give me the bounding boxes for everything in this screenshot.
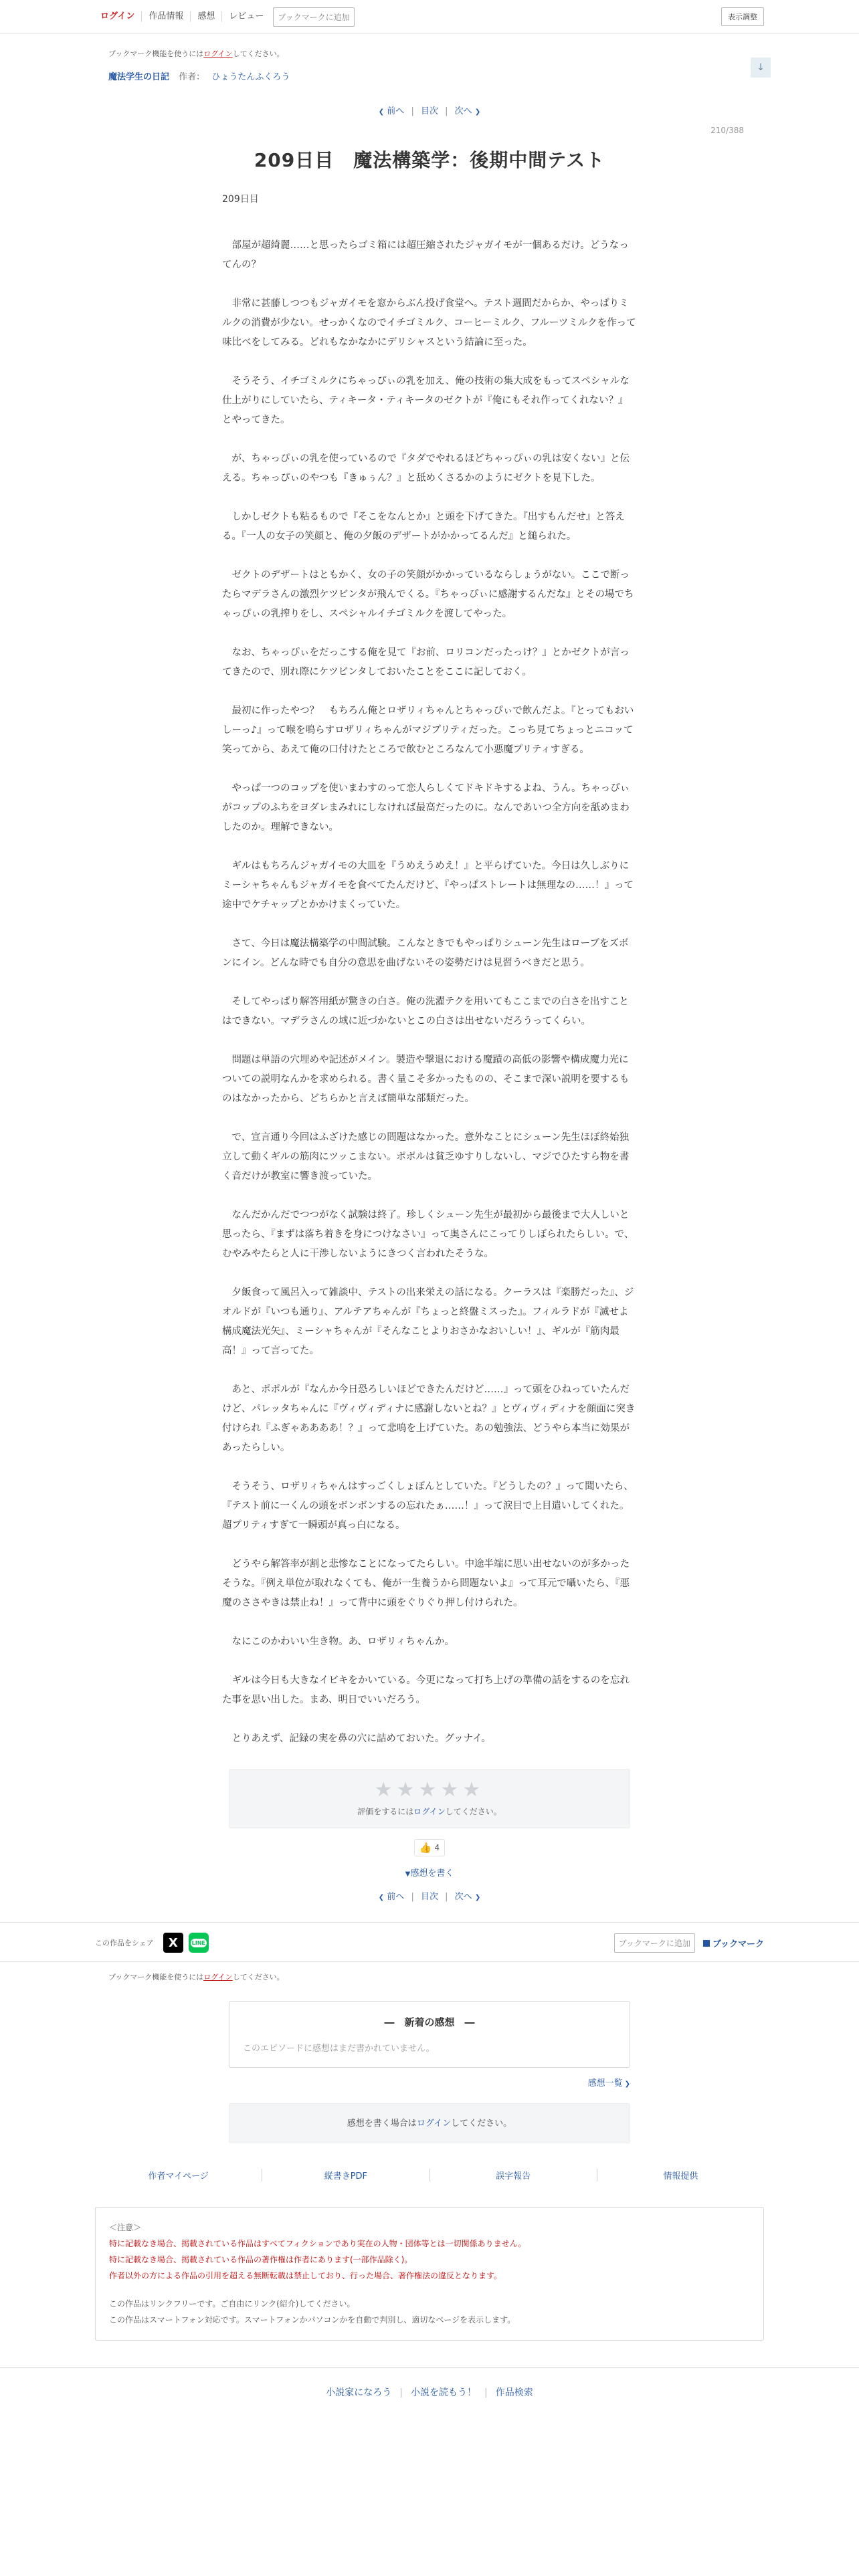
info-provide-link[interactable]: 情報提供	[663, 2171, 698, 2181]
footer-yomou-link[interactable]: 小説を読もう！	[411, 2387, 476, 2398]
main-content	[95, 48, 764, 1902]
paragraph: 部屋が超綺麗……と思ったらゴミ箱には超圧縮されたジャガイモが一個あるだけ。どうなってんの？	[222, 240, 629, 270]
bookmark-add-button-bottom[interactable]: ブックマークに追加	[614, 1933, 695, 1953]
prev-link[interactable]: 前へ	[387, 1892, 405, 1902]
paragraph: 夕飯食って風呂入って雑談中、テストの出来栄えの話になる。クーラスは『楽勝だった』、ジオルドが『いつも通り』、アルテアちゃんが『ちょっと終盤ミスった』。フィルラドが『滅せよ構成魔法光矢』、ミーシャちゃんが『そんなことよりおさかなおいしい！』、ギルが『筋肉最高！』って言ってた。	[222, 1287, 634, 1356]
toc-link[interactable]: 目次	[420, 1892, 438, 1902]
header-nav	[95, 7, 355, 26]
caution-head: ＜注意＞	[109, 2223, 142, 2232]
page-counter: 210/388	[710, 126, 744, 135]
caution-box	[95, 2207, 764, 2341]
chevron-right-icon: ❯	[474, 1894, 481, 1901]
latest-impressions-title: ― 新着の感想 ―	[384, 2016, 475, 2028]
footer-narou-link[interactable]: 小説家になろう	[326, 2387, 392, 2398]
paragraph: ギルは今日も大きなイビキをかいている。今更になって打ち上げの準備の話をするのを忘れた事を思い出した。まあ、明日でいいだろう。	[222, 1675, 630, 1705]
author-label: 作者：	[179, 72, 205, 82]
paragraph: どうやら解答率が割と悲惨なことになってたらしい。中途半端に思い出せないのが多かったそうな。『例え単位が取れなくても、俺が一生養うから問題ないよ』って耳元で囁いたら、『悪魔のささやきは禁止ね！』って背中に頭をぐりぐり押し付けられた。	[222, 1559, 630, 1608]
paragraph: あと、ポポルが『なんか今日恐ろしいほどできたんだけど……』って頭をひねっていたんだけど、パレッタちゃんに『ヴィヴィディナに感謝しないとね？』とヴィヴィディナを顔面に突き付けられ『ふぎゃああああ！？』って悲鳴を上げていた。あの勉強法、どうやら本当に効果があったらしい。	[222, 1384, 636, 1453]
site-header	[0, 0, 859, 33]
episode-subtitle: 209日目	[222, 194, 259, 205]
author-mypage-link[interactable]: 作者マイページ	[95, 2169, 262, 2181]
x-share-icon[interactable]: X	[163, 1933, 183, 1953]
toc-link[interactable]: 目次	[420, 106, 438, 116]
bookmark-icon	[703, 1940, 710, 1947]
chevron-right-icon: ❯	[474, 108, 481, 116]
paragraph: で、宣言通り今回はふざけた感じの問題はなかった。意外なことにシューン先生ほぼ終始独立して動くギルの筋肉にツッこまない。ポポルは貧乏ゆすりしないし、マジでひたすら物を書く音だけが教室に響き渡っていた。	[222, 1132, 630, 1182]
good-button[interactable]	[414, 1839, 445, 1856]
work-info-link[interactable]: 作品情報	[142, 11, 191, 22]
paragraph: やっぱ一つのコップを使いまわすのって恋人らしくてドキドキするよね、うん。ちゃっぴぃがコップのふちをヨダレまみれにしなければ最高だったのに。なんであいつ全方向を舐めまわしたのか。理解できない。	[222, 783, 630, 833]
work-links	[95, 2169, 764, 2181]
episode-title: 209日目 魔法構築学：後期中間テスト	[254, 149, 605, 171]
impression-list-link[interactable]: 感想一覧 ❯	[587, 2078, 630, 2088]
paragraph: さて、今日は魔法構築学の中間試験。こんなときでもやっぱりシューン先生はローブをズボンにイン。どんな時でも自分の意思を曲げないその姿勢だけは見習うべきだと思う。	[222, 938, 629, 968]
rating-stars[interactable]	[229, 1779, 630, 1802]
paragraph: そうそう、ロザリィちゃんはすっごくしょぼんとしていた。『どうしたの？』って聞いたら、『テスト前に一くんの頭をボンボンするの忘れたぁ……！』って涙目で上目遣いしてくれた。超プリティすぎて一瞬頭が真っ白になる。	[222, 1481, 634, 1531]
paragraph: 最初に作ったやつ？ もちろん俺とロザリィちゃんとちゃっぴぃで飲んだよ。『とってもおいしーっ♪』って喉を鳴らすロザリィちゃんがマジプリティだった。こっち見てちょっとニコッて笑ってから、あえて俺の口付けたところで飲むところなんて小悪魔プリティすぎる。	[222, 706, 634, 755]
caution-line: 特に記載なき場合、掲載されている作品はすべてフィクションであり実在の人物・団体等とは一切関係ありません。	[109, 2239, 527, 2248]
paragraph: なんだかんだでつつがなく試験は終了。珍しくシューン先生が最初から最後まで大人しいと思ったら、『まずは落ち着きを身につけなさい』って奥さんにこってりしぼられたらしい。で、むやみやたらと人に干渉しないようにきつく言われたそうな。	[222, 1210, 634, 1259]
bookmark-login-note: ブックマーク機能を使うにはログインしてください。	[108, 49, 284, 58]
latest-impressions-empty: このエピソードに感想はまだ書かれていません。	[243, 2044, 435, 2054]
paragraph: 問題は単語の穴埋めや記述がメイン。製造や撃退における魔蹟の高低の影響や構成魔力光についての説明なんかを求められる。書く量こそ多かったものの、そこまで深い説明を要するものはなかったから、どちらかと言えば簡単な部類だった。	[222, 1055, 630, 1104]
footer-links: 小説家になろう | 小説を読もう！ | 作品検索	[326, 2387, 533, 2398]
bookmark-login-link-bottom[interactable]: ログイン	[203, 1973, 233, 1981]
caution-line: この作品はリンクフリーです。ご自由にリンク(紹介)してください。	[109, 2299, 355, 2309]
latest-impressions-box	[229, 2001, 630, 2068]
bookmark-login-note-bottom: ブックマーク機能を使うにはログインしてください。	[108, 1973, 284, 1981]
display-settings-button[interactable]: 表示調整	[721, 7, 764, 26]
scroll-down-icon[interactable]: ↓	[751, 58, 771, 78]
prev-link[interactable]: 前へ	[387, 106, 405, 116]
paragraph: そしてやっぱり解答用紙が驚きの白さ。俺の洗濯テクを用いてもここまでの白さを出すことはできない。マデラさんの域に近づかないとこの白さは出せないだろうってくらい。	[222, 996, 629, 1027]
bookmark-add-button[interactable]: ブックマークに追加	[273, 7, 354, 27]
caution-line: 特に記載なき場合、掲載されている作品の著作権は作者にあります(一部作品除く)。	[109, 2255, 413, 2264]
login-link[interactable]: ログイン	[95, 11, 142, 22]
author-link[interactable]: ひょうたんふくろう	[211, 72, 290, 82]
star-icon[interactable]: ★	[462, 1778, 485, 1802]
paragraph: とりあえず、記録の実を鼻の穴に詰めておいた。グッナイ。	[222, 1733, 491, 1744]
share-bar	[0, 1922, 859, 1962]
good-count: 4	[434, 1843, 440, 1852]
star-icon[interactable]: ★	[440, 1778, 463, 1802]
star-icon[interactable]: ★	[374, 1778, 397, 1802]
lower-content	[95, 1971, 764, 2341]
series-title-link[interactable]: 魔法学生の日記	[108, 72, 170, 82]
chevron-right-icon: ❯	[624, 2080, 630, 2088]
footer-divider	[0, 2367, 859, 2368]
impression-login-box: 感想を書く場合はログインしてください。	[229, 2103, 630, 2143]
paragraph: なにこのかわいい生き物。あ、ロザリィちゃんか。	[222, 1636, 454, 1647]
star-icon[interactable]: ★	[418, 1778, 441, 1802]
next-link[interactable]: 次へ	[454, 106, 472, 116]
rating-login-link[interactable]: ログイン	[413, 1807, 446, 1816]
share-label: この作品をシェア	[95, 1939, 154, 1947]
write-impression-link[interactable]: ▼感想を書く	[405, 1868, 454, 1879]
paragraph: しかしゼクトも粘るもので『そこをなんとか』と頭を下げてきた。『出すもんだせ』と答える。『一人の女子の笑顔と、俺の夕飯のデザートがかかってるんだ』と縋られた。	[222, 512, 625, 542]
rating-login-note: 評価をするにはログインしてください。	[357, 1807, 502, 1816]
vertical-pdf-link[interactable]: 縦書きPDF	[262, 2169, 430, 2181]
rating-box	[229, 1769, 630, 1828]
novel-body	[222, 190, 637, 1749]
paragraph: が、ちゃっぴぃの乳を使っているので『タダでやれるほどちゃっぴぃの乳は安くない』と伝える。ちゃっぴぃのやつも『きゅぅん？』と舐めくさるかのようにゼクトを見下した。	[222, 453, 630, 484]
chevron-left-icon: ❮	[378, 1894, 385, 1901]
series-info	[108, 70, 764, 82]
line-share-icon[interactable]: LINE	[189, 1933, 209, 1953]
chevron-left-icon: ❮	[378, 108, 385, 116]
star-icon[interactable]: ★	[396, 1778, 419, 1802]
bookmark-login-link[interactable]: ログイン	[203, 49, 233, 58]
thumbs-up-icon: 👍	[419, 1842, 432, 1854]
impressions-link[interactable]: 感想	[191, 11, 222, 22]
bookmark-link[interactable]: ブックマーク	[703, 1937, 764, 1949]
triangle-down-icon: ▼	[405, 1870, 411, 1878]
paragraph: ゼクトのデザートはともかく、女の子の笑顔がかかっているならしょうがない。ここで断ったらマデラさんの激烈ケツビンタが飛んでくる。『ちゃっぴぃに感謝するんだな』とその場でちゃっぴぃの乳搾りをし、スペシャルイチゴミルクを渡してやった。	[222, 570, 634, 619]
impression-login-link[interactable]: ログイン	[416, 2119, 452, 2129]
paragraph: なお、ちゃっぴぃをだっこする俺を見て『お前、ロリコンだったっけ？』とかゼクトが言ってきたので、別れ際にケツビンタしておいたことをここに記しておく。	[222, 647, 630, 677]
caution-line: 作者以外の方による作品の引用を超える無断転載は禁止しており、行った場合、著作権法の違反となります。	[109, 2271, 502, 2280]
paragraph: 非常に甚藤しつつもジャガイモを窓からぶん投げ食堂へ。テスト週間だからか、やっぱりミルクの消費が少ない。せっかくなのでイチゴミルク、コーヒーミルク、フルーツミルクを作って味比べをしてみる。どれもなかなかにデリシャスという結論に至った。	[222, 298, 636, 348]
pager-bottom: ❮ 前へ | 目次 | 次へ ❯	[378, 1892, 481, 1902]
pager-top: ❮ 前へ | 目次 | 次へ ❯	[378, 106, 481, 116]
typo-report-link[interactable]: 誤字報告	[430, 2169, 597, 2181]
paragraphs	[222, 236, 637, 1749]
next-link[interactable]: 次へ	[454, 1892, 472, 1902]
footer-search-link[interactable]: 作品検索	[495, 2387, 533, 2398]
review-link[interactable]: レビュー	[229, 11, 264, 21]
paragraph: ギルはもちろんジャガイモの大皿を『うめえうめえ！』と平らげていた。今日は久しぶりにミーシャちゃんもジャガイモを食べてたんだけど、『やっぱストレートは無理なの……！』って途中でケチャップとかかけまくっていた。	[222, 861, 634, 910]
caution-line: この作品はスマートフォン対応です。スマートフォンかパソコンかを自動で判別し、適切なページを表示します。	[109, 2315, 516, 2325]
paragraph: そうそう、イチゴミルクにちゃっぴぃの乳を加え、俺の技術の集大成をもってスペシャルな仕上がりにしていたら、ティキータ・ティキータのゼクトが『俺にもそれ作ってくれない？』とやってきた。	[222, 376, 630, 425]
